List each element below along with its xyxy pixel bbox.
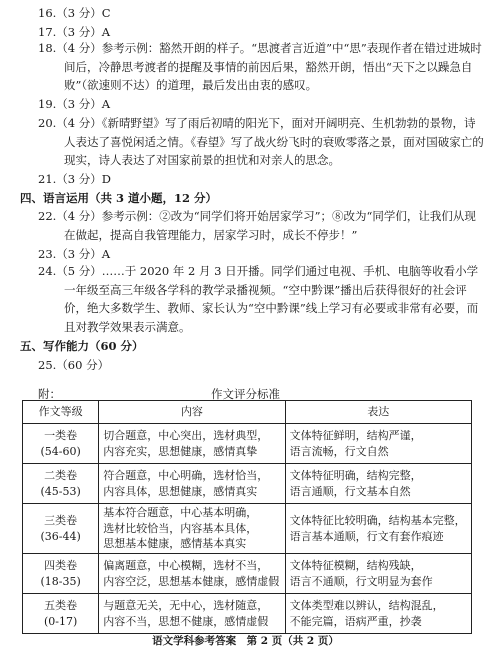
grade-name: 五类卷	[44, 599, 78, 612]
grade-cell	[23, 504, 99, 554]
table-title: 作文评分标准	[211, 387, 280, 401]
question-25: 25.（60 分）	[38, 358, 110, 372]
content-line: 基本符合题意，中心基本明确，	[103, 506, 258, 520]
grade-range: (18-35)	[40, 574, 81, 588]
expression-cell	[285, 594, 471, 634]
scoring-table	[22, 400, 472, 634]
expression-line: 语言不通顺，行文明显为套作	[289, 574, 433, 588]
answer-18-text: 18.（4 分）参考示例：豁然开朗的样子。“思渡者言近道”中“思”表现作者在错过进城时间后，冷静思考渡者的提醒及事情的前因后果，豁然开朗，悟出“天下之以躁急自败”（欲速则不达）的道理，最后发出由衷的感叹。	[38, 41, 482, 92]
table-row	[23, 504, 472, 554]
expression-line: 语言通顺，行文基本自然	[289, 484, 411, 498]
grade-cell	[23, 424, 99, 464]
content-line: 内容具体，思想健康，感情真实	[103, 484, 258, 498]
expression-cell	[285, 464, 471, 504]
content-line: 内容充实，思想健康，感情真挚	[103, 444, 258, 458]
answer-22-text: 22.（4 分）参考示例：②改为“同学们将开始居家学习”；⑧改为“同学们，让我们从现在做起，提高自我管理能力，居家学习时，成长不停步！”	[38, 209, 476, 242]
grade-name: 四类卷	[44, 559, 78, 572]
answer-16: 16.（3 分）C	[38, 6, 111, 20]
content-line: 思想基本健康，感情基本真实	[103, 537, 247, 551]
expression-cell	[285, 424, 471, 464]
expression-line: 文体特征比较明确，结构基本完整，	[289, 514, 466, 527]
content-cell	[99, 424, 285, 464]
expression-line: 文体特征模糊，结构残缺，	[289, 559, 422, 572]
page-footer: 语文学科参考答案 第 2 页（共 2 页）	[152, 635, 339, 647]
header-expression: 表达	[285, 401, 471, 424]
grade-range: (54-60)	[40, 444, 81, 458]
header-grade: 作文等级	[23, 401, 99, 424]
answer-19: 19.（3 分）A	[38, 97, 111, 111]
grade-name: 二类卷	[44, 469, 78, 482]
expression-line: 文体类型难以辨认，结构混乱，	[289, 599, 444, 612]
expression-line: 文体特征鲜明，结构严谨，	[289, 429, 422, 442]
answer-24-text: 24.（5 分）……于 2020 年 2 月 3 日开播。同学们通过电视、手机、电脑等收看小学一年级至高三年级各学科的教学录播视频。“空中黔课”播出后获得很好的社会评价，绝大多数学生、教师、家长认为“空中黔课”线上学习有必要或非常有必要，而且对教学效果表示满意。	[38, 264, 479, 334]
expression-line: 语言流畅，行文自然	[289, 444, 389, 458]
grade-cell	[23, 464, 99, 504]
answer-17: 17.（3 分）A	[38, 25, 111, 39]
content-cell	[99, 554, 285, 594]
grade-cell	[23, 594, 99, 634]
answer-20-text: 20.（4 分）《新晴野望》写了雨后初晴的阳光下，面对开阔明亮、生机勃勃的景物，诗人表达了喜悦闲适之情。《春望》写了战火纷飞时的衰败零落之景，面对国破家亡的现实，诗人表达了对国家前景的担忧和对亲人的思念。	[38, 116, 484, 167]
content-cell	[99, 464, 285, 504]
expression-line: 文体特征明确，结构完整，	[289, 469, 422, 482]
grade-range: (0-17)	[43, 614, 78, 628]
answer-22	[38, 207, 476, 244]
expression-cell	[285, 504, 471, 554]
answer-23: 23.（3 分）A	[38, 247, 111, 261]
content-line: 符合题意，中心明确，选材恰当，	[103, 469, 269, 482]
table-header-row	[23, 401, 472, 424]
section-5-title: 五、写作能力（60 分）	[20, 339, 144, 353]
grade-name: 三类卷	[44, 514, 78, 527]
grade-range: (45-53)	[40, 484, 81, 498]
expression-line: 不能完篇，语病严重，抄袭	[289, 614, 422, 628]
content-line: 偏离题意，中心模糊，选材不当，	[103, 559, 269, 572]
header-content: 内容	[99, 401, 285, 424]
answer-20	[38, 114, 484, 170]
answer-21: 21.（3 分）D	[38, 172, 111, 186]
content-cell	[99, 594, 285, 634]
content-line: 选材比较恰当，内容基本具体，	[103, 521, 258, 535]
grade-name: 一类卷	[44, 429, 78, 442]
content-line: 内容空泛，思想基本健康，感情虚假	[103, 574, 280, 588]
expression-cell	[285, 554, 471, 594]
content-cell	[99, 504, 285, 554]
content-line: 与题意无关，无中心，选材随意，	[103, 599, 269, 612]
table-row	[23, 464, 472, 504]
content-line: 内容不当，思想不健康，感情虚假	[103, 614, 269, 628]
table-row	[23, 554, 472, 594]
appendix-label: 附：	[38, 387, 61, 401]
answer-18	[38, 39, 482, 95]
answer-24	[38, 262, 479, 336]
expression-line: 语言基本通顺，行文有套作痕迹	[289, 529, 444, 543]
table-row	[23, 424, 472, 464]
section-4-title: 四、语言运用（共 3 道小题，12 分）	[20, 191, 218, 205]
grade-range: (36-44)	[40, 529, 81, 543]
table-row	[23, 594, 472, 634]
grade-cell	[23, 554, 99, 594]
content-line: 切合题意，中心突出，选材典型，	[103, 429, 269, 442]
